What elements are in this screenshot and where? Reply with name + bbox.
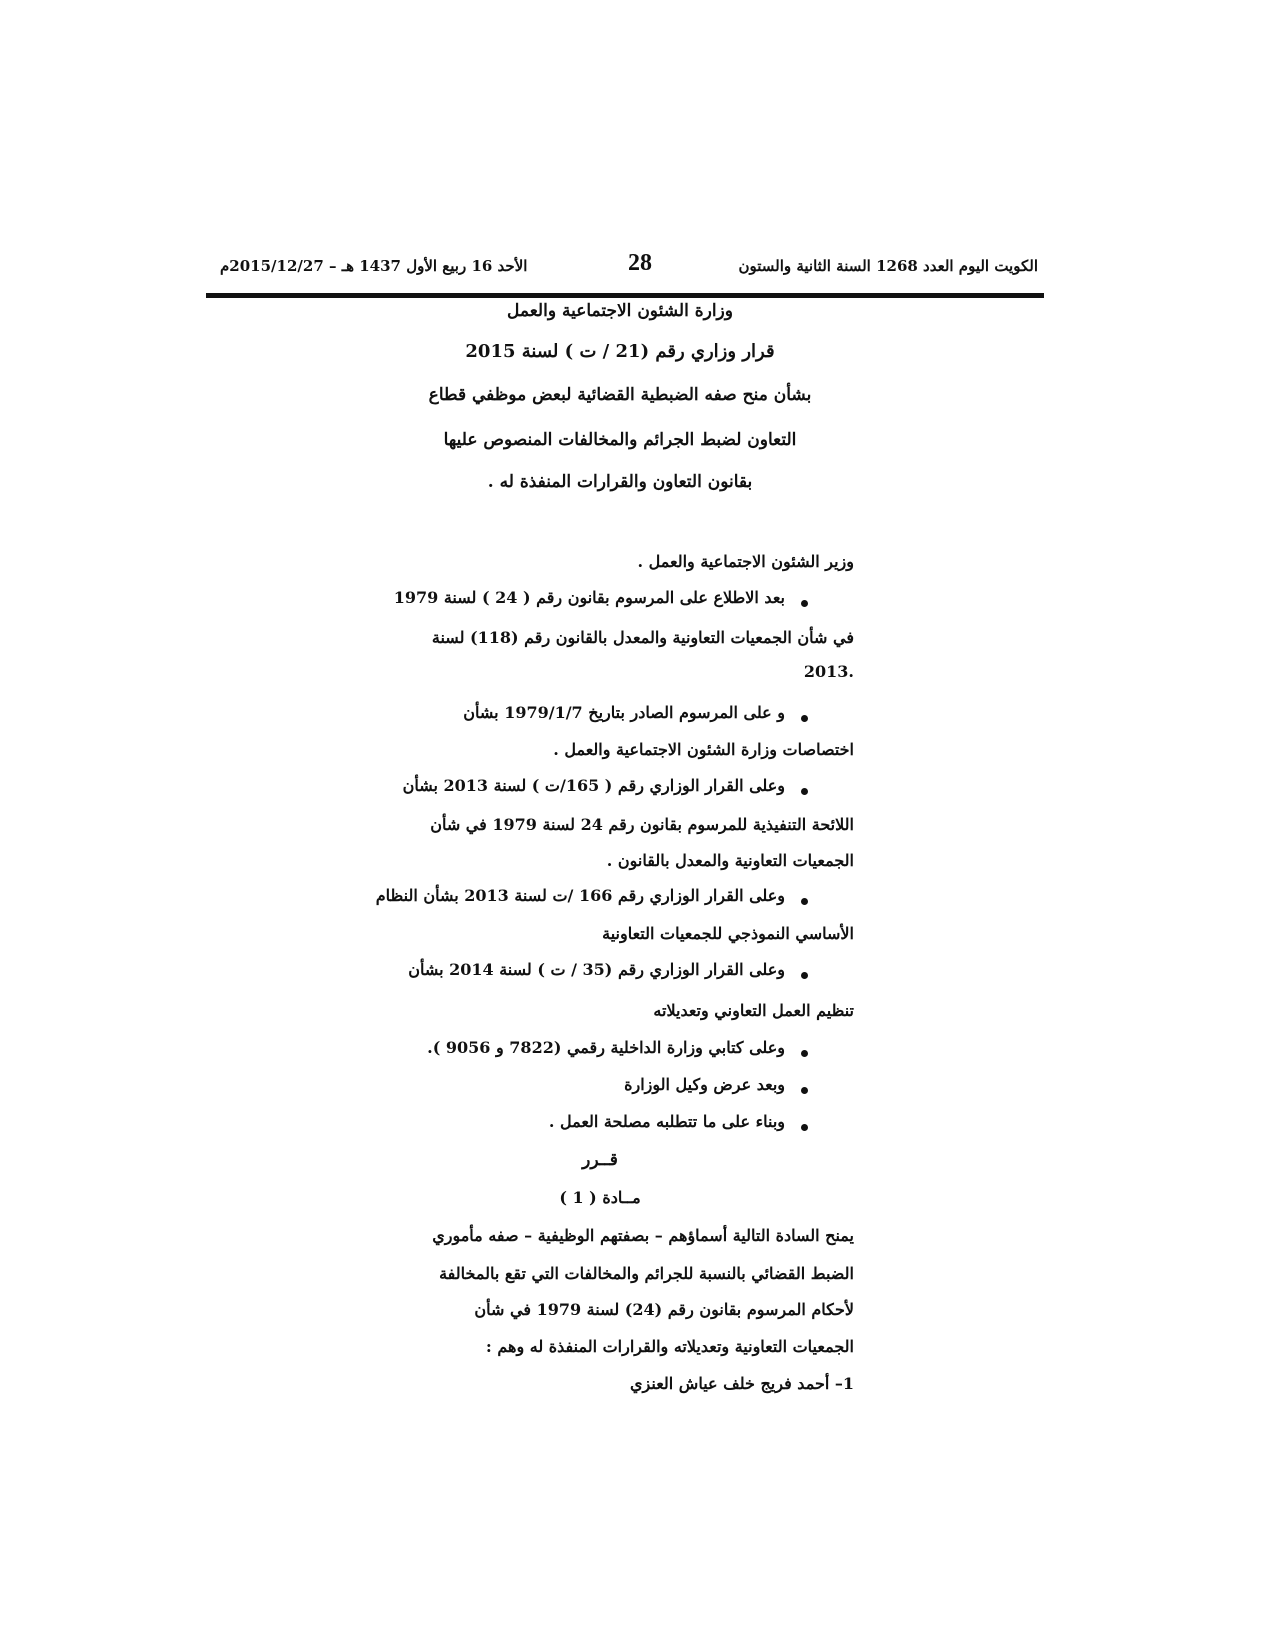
- decree-number: قرار وزاري رقم (21 / ت ) لسنة 2015: [465, 341, 775, 362]
- header-rule: [206, 293, 1044, 298]
- bullet: [801, 898, 808, 905]
- bullet: [801, 788, 808, 795]
- bullet: [801, 1087, 808, 1094]
- preamble-line: اختصاصات وزارة الشئون الاجتماعية والعمل .: [553, 740, 854, 759]
- article-heading: مــادة ( 1 ): [559, 1188, 641, 1207]
- preamble-line: الجمعيات التعاونية والمعدل بالقانون .: [606, 851, 854, 870]
- preamble-line: بعد الاطلاع على المرسوم بقانون رقم ( 24 ) لسنة 1979: [393, 588, 785, 607]
- decree-subject-line-1: بشأن منح صفه الضبطية القضائية لبعض موظفي قطاع: [428, 385, 812, 405]
- page-number: 28: [628, 250, 652, 276]
- preamble-line: الأساسي النموذجي للجمعيات التعاونية: [602, 924, 854, 943]
- bullet: [801, 972, 808, 979]
- preamble-line: وعلى القرار الوزاري رقم 166 /ت لسنة 2013 بشأن النظام: [375, 886, 785, 905]
- article-body-line: لأحكام المرسوم بقانون رقم (24) لسنة 1979 في شأن: [474, 1300, 854, 1319]
- preamble-line: تنظيم العمل التعاوني وتعديلاته: [653, 1001, 854, 1020]
- preamble-line: .2013: [803, 662, 854, 681]
- header-right: الكويت اليوم العدد 1268 السنة الثانية والستون: [738, 257, 1038, 275]
- bullet: [801, 715, 808, 722]
- preamble-line: في شأن الجمعيات التعاونية والمعدل بالقانون رقم (118) لسنة: [431, 628, 854, 647]
- header-left: الأحد 16 ربيع الأول 1437 هـ – 2015/12/27م: [220, 257, 528, 275]
- article-body-line: يمنح السادة التالية أسماؤهم – بصفتهم الوظيفية – صفه مأموري: [432, 1226, 854, 1245]
- preamble-line: وبعد عرض وكيل الوزارة: [624, 1075, 785, 1094]
- preamble-line: وعلى القرار الوزاري رقم ( 165/ت ) لسنة 2013 بشأن: [402, 776, 785, 795]
- bullet: [801, 1124, 808, 1131]
- article-body-line: الجمعيات التعاونية وتعديلاته والقرارات المنفذة له وهم :: [485, 1337, 854, 1356]
- preamble-line: اللائحة التنفيذية للمرسوم بقانون رقم 24 لسنة 1979 في شأن: [430, 815, 854, 834]
- decision-heading: قــرر: [582, 1150, 618, 1170]
- article-body-line: الضبط القضائي بالنسبة للجرائم والمخالفات التي تقع بالمخالفة: [439, 1264, 854, 1283]
- bullet: [801, 600, 808, 607]
- preamble-line: و على المرسوم الصادر بتاريخ 1979/1/7 بشأن: [463, 703, 785, 722]
- preamble-line: وبناء على ما تتطلبه مصلحة العمل .: [548, 1112, 785, 1131]
- preamble-line: وعلى القرار الوزاري رقم (35 / ت ) لسنة 2014 بشأن: [408, 960, 785, 979]
- decree-subject-line-2: التعاون لضبط الجرائم والمخالفات المنصوص عليها: [443, 430, 797, 450]
- ministry-title: وزارة الشئون الاجتماعية والعمل: [507, 301, 733, 321]
- named-officer: 1– أحمد فريج خلف عياش العنزي: [630, 1374, 854, 1393]
- decree-subject-line-3: بقانون التعاون والقرارات المنفذة له .: [487, 472, 753, 492]
- bullet: [801, 1050, 808, 1057]
- preamble-intro: وزير الشئون الاجتماعية والعمل .: [637, 552, 854, 571]
- preamble-line: وعلى كتابي وزارة الداخلية رقمي (7822 و 9056 ).: [427, 1038, 785, 1057]
